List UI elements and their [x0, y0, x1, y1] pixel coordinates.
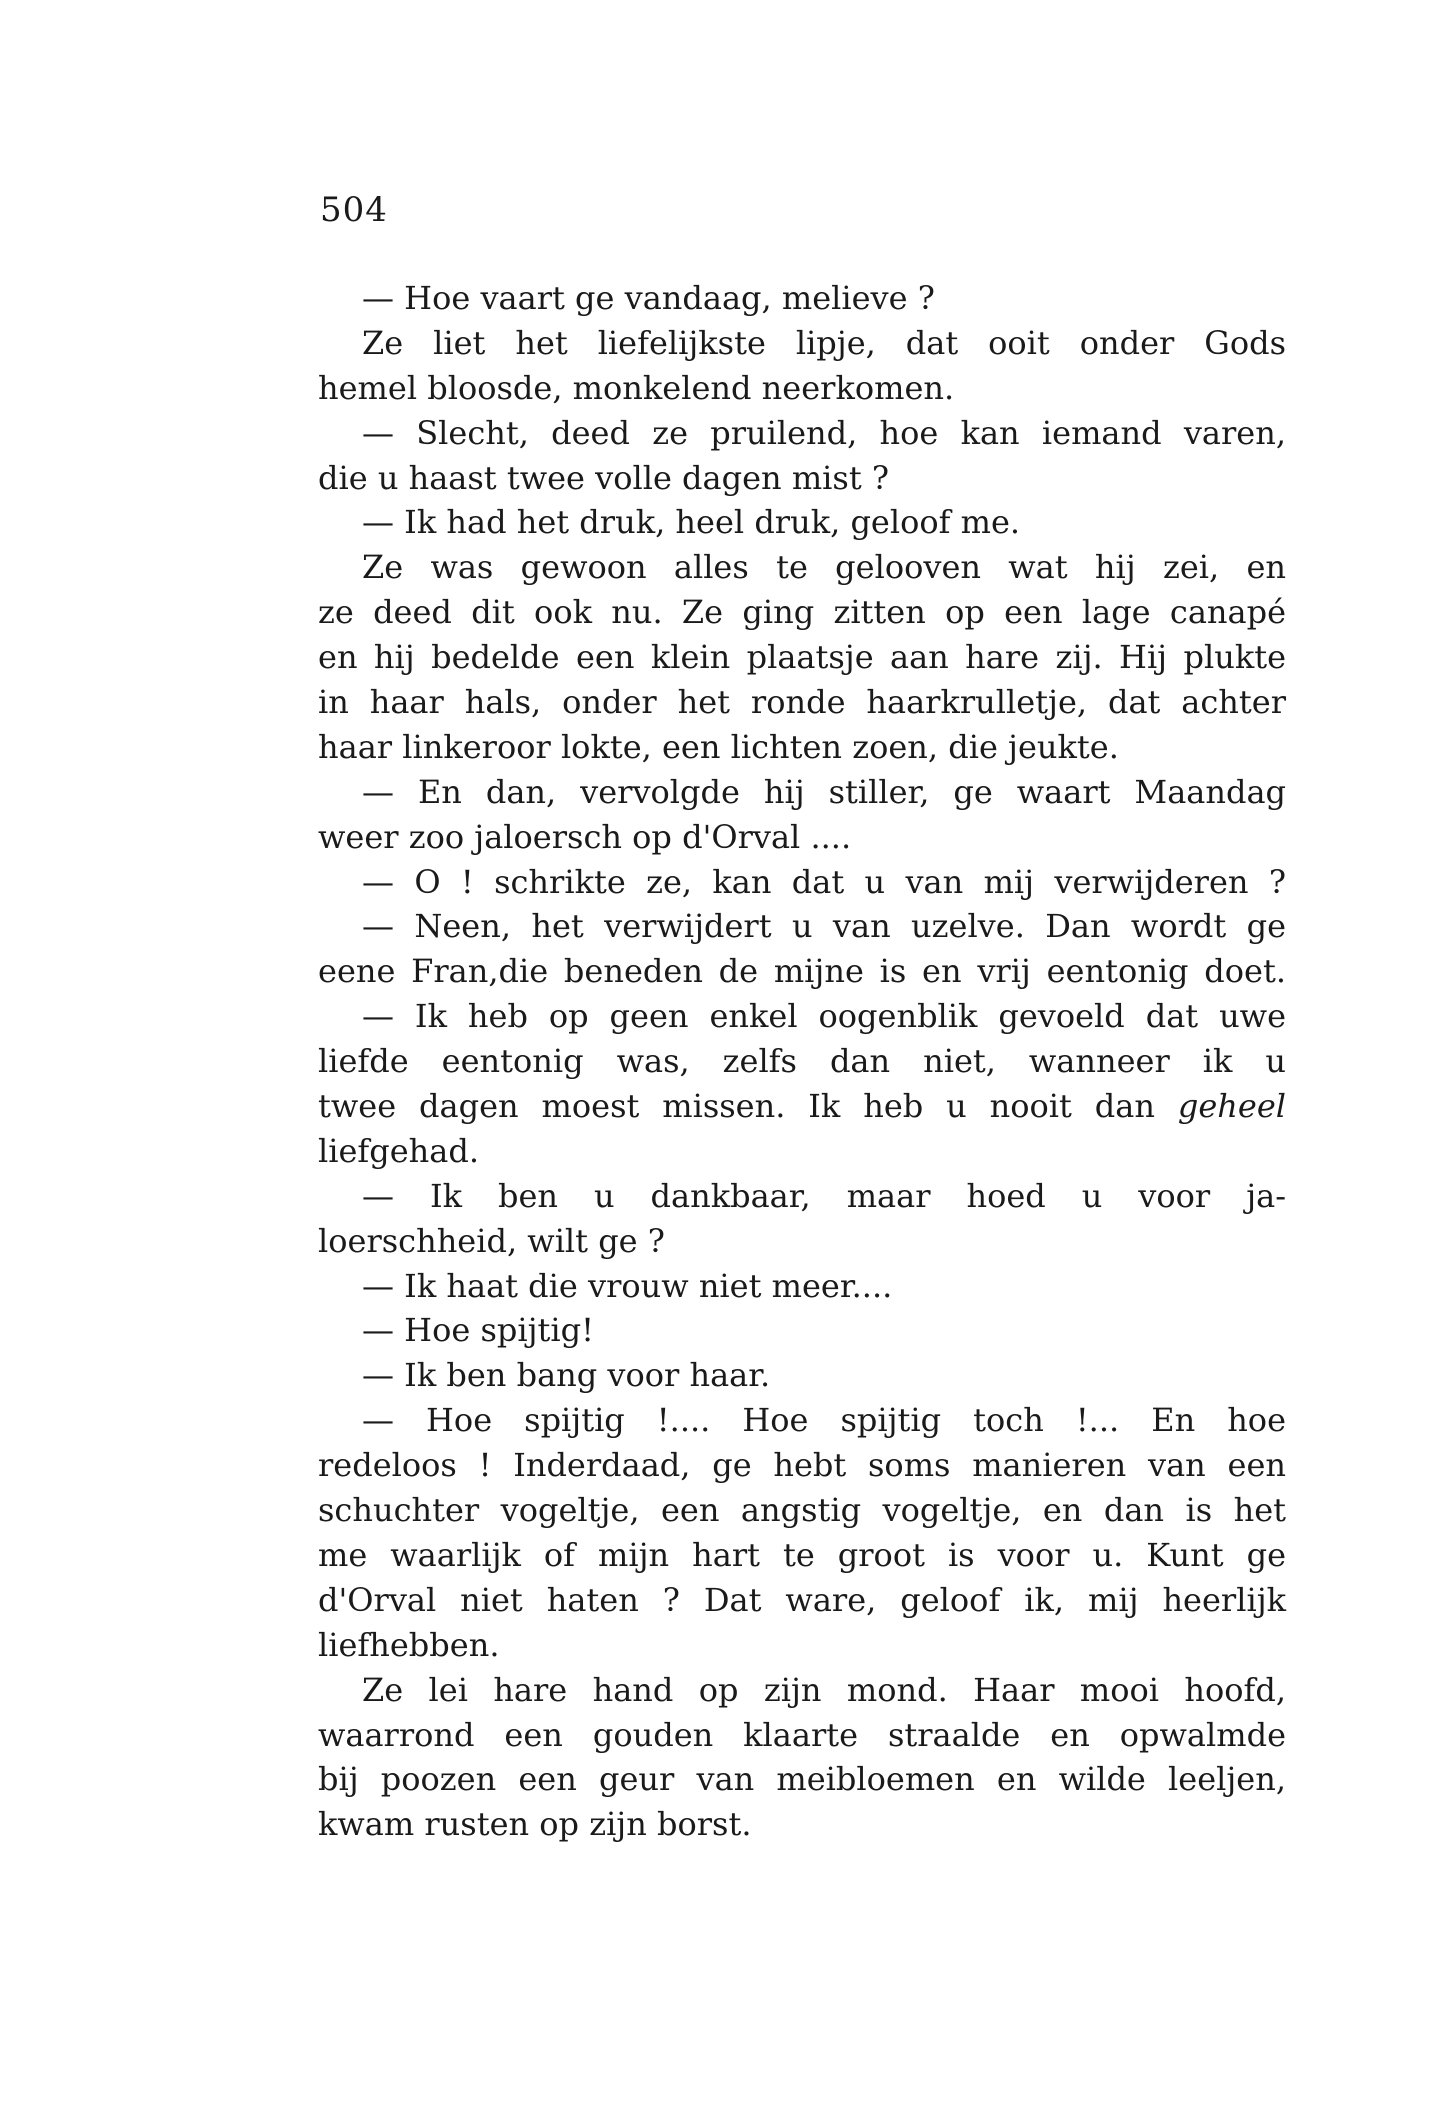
text-line-content: haar linkeroor lokte, een lichten zoen, die jeukte.	[318, 727, 1119, 766]
text-line	[318, 1757, 1286, 1802]
text-line-content: redeloos ! Inderdaad, ge hebt soms manieren van een	[318, 1446, 1286, 1485]
text-line-content: in haar hals, onder het ronde haarkrulletje, dat achter	[318, 683, 1286, 722]
italic-word: geheel	[1177, 1087, 1287, 1126]
text-line-content: — O ! schrikte ze, kan dat u van mij verwijderen ?	[362, 862, 1286, 901]
text-line	[318, 725, 1286, 770]
text-line-content: d'Orval niet haten ? Dat ware, geloof ik, mij heerlijk	[318, 1580, 1286, 1619]
text-line	[318, 545, 1286, 590]
text-line-content: — Ik ben bang voor haar.	[362, 1356, 771, 1395]
text-line-content: waarrond een gouden klaarte straalde en opwalmde	[318, 1715, 1286, 1754]
text-line	[318, 1129, 1286, 1174]
text-line	[318, 1308, 1286, 1353]
text-line-content: — Neen, het verwijdert u van uzelve. Dan wordt ge	[362, 907, 1286, 946]
text-line-content: — Hoe vaart ge vandaag, melieve ?	[362, 279, 935, 317]
text-line	[318, 1353, 1286, 1398]
text-line	[318, 770, 1286, 815]
text-line-content: — Hoe spijtig !.... Hoe spijtig toch !... En hoe	[362, 1401, 1286, 1440]
text-line-content: — Hoe spijtig!	[362, 1311, 594, 1350]
text-line	[318, 635, 1286, 680]
text-line-content: — Ik had het druk, heel druk, geloof me.	[362, 503, 1021, 542]
text-line-content: — Ik haat die vrouw niet meer....	[362, 1266, 893, 1305]
text-line-content: liefhebben.	[318, 1625, 500, 1664]
text-line-content: eene Fran,die beneden de mijne is en vrij eentonig doet.	[318, 952, 1286, 991]
text-line-content: liefgehad.	[318, 1131, 480, 1170]
text-line	[318, 1533, 1286, 1578]
text-line	[318, 411, 1286, 456]
page-number: 504	[320, 190, 388, 230]
text-line-content: loerschheid, wilt ge ?	[318, 1221, 665, 1260]
text-line	[318, 949, 1286, 994]
text-line	[318, 860, 1286, 905]
text-line	[318, 366, 1286, 411]
text-line-content: kwam rusten op zijn borst.	[318, 1805, 752, 1844]
text-line	[318, 1039, 1286, 1084]
text-line	[318, 994, 1286, 1039]
text-line-content: Ze lei hare hand op zijn mond. Haar mooi hoofd,	[362, 1670, 1286, 1709]
text-line-content: schuchter vogeltje, een angstig vogeltje, en dan is het	[318, 1491, 1286, 1530]
text-line	[318, 680, 1286, 725]
text-line	[318, 321, 1286, 366]
text-line	[318, 1623, 1286, 1668]
text-line	[318, 1443, 1286, 1488]
text-line	[318, 500, 1286, 545]
text-line	[318, 1488, 1286, 1533]
text-line-content: twee dagen moest missen. Ik heb u nooit dan	[318, 1087, 1155, 1126]
text-line	[318, 276, 1286, 321]
text-line	[318, 1174, 1286, 1219]
text-line-content: — Ik ben u dankbaar, maar hoed u voor ja-	[362, 1176, 1286, 1215]
text-line	[318, 815, 1286, 860]
text-line-content: — Slecht, deed ze pruilend, hoe kan iemand varen,	[362, 413, 1286, 452]
text-line-content: Ze was gewoon alles te gelooven wat hij zei, en	[362, 548, 1286, 587]
text-line	[318, 1713, 1286, 1758]
text-line-content: — Ik heb op geen enkel oogenblik gevoeld dat uwe	[362, 997, 1286, 1036]
text-line-content: me waarlijk of mijn hart te groot is voor u. Kunt ge	[318, 1535, 1286, 1574]
body-text	[318, 276, 1286, 1847]
text-line	[318, 1084, 1286, 1129]
text-line	[318, 1219, 1286, 1264]
text-line-content: — En dan, vervolgde hij stiller, ge waart Maandag	[362, 772, 1286, 811]
text-line-content: die u haast twee volle dagen mist ?	[318, 458, 889, 497]
text-line	[318, 904, 1286, 949]
text-line	[318, 1398, 1286, 1443]
text-line-content: hemel bloosde, monkelend neerkomen.	[318, 368, 955, 407]
text-line-content: weer zoo jaloersch op d'Orval ....	[318, 817, 852, 856]
text-line-content: bij poozen een geur van meibloemen en wilde leeljen,	[318, 1760, 1286, 1799]
text-line	[318, 1264, 1286, 1309]
text-line	[318, 456, 1286, 501]
text-line	[318, 1802, 1286, 1847]
text-line-content: en hij bedelde een klein plaatsje aan hare zij. Hij plukte	[318, 638, 1286, 677]
text-line	[318, 1578, 1286, 1623]
text-line	[318, 1668, 1286, 1713]
text-line-content: ze deed dit ook nu. Ze ging zitten op een lage canapé	[318, 593, 1286, 632]
text-line	[318, 590, 1286, 635]
text-line-content: liefde eentonig was, zelfs dan niet, wanneer ik u	[318, 1042, 1286, 1081]
text-line-content: Ze liet het liefelijkste lipje, dat ooit onder Gods	[362, 323, 1286, 362]
